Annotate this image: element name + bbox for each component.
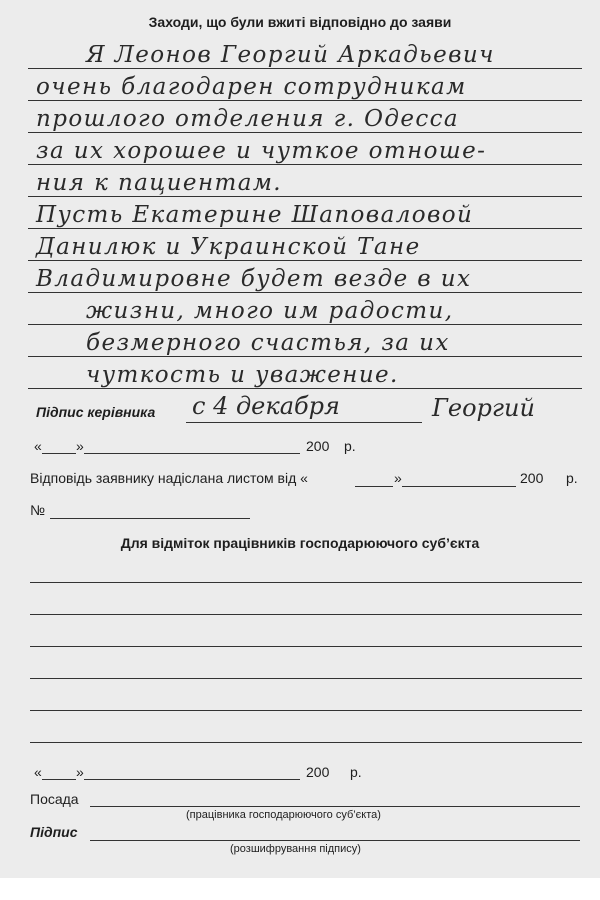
staff-note-line[interactable]: [30, 582, 582, 583]
date-open-quote: «: [34, 438, 42, 454]
handwriting-line: Пусть Екатерине Шаповаловой: [36, 202, 474, 228]
staff-date-month-field[interactable]: [84, 779, 300, 780]
number-field[interactable]: [50, 518, 250, 519]
date-year-suffix: р.: [344, 438, 356, 454]
staff-section-title: Для відміток працівників господарюючого суб’єкта: [120, 535, 480, 551]
handwriting-line: чуткость и уважение.: [86, 362, 399, 388]
date-year-label: 200: [306, 438, 330, 454]
number-label: №: [30, 502, 46, 518]
date-month-field[interactable]: [84, 453, 300, 454]
reply-close-quote: »: [394, 470, 402, 486]
handwriting-line: прошлого отделения г. Одесса: [36, 106, 460, 132]
reply-year-label: 200: [520, 470, 544, 486]
handwriting-line: жизни, много им радости,: [86, 298, 454, 324]
staff-note-line[interactable]: [30, 742, 582, 743]
ruled-line: [28, 260, 582, 261]
ruled-line: [28, 228, 582, 229]
date-close-quote: »: [76, 438, 84, 454]
handwriting-line: Владимировне будет везде в их: [36, 266, 472, 292]
handwriting-line: безмерного счастья, за их: [86, 330, 450, 356]
ruled-line: [28, 132, 582, 133]
staff-date-year-suffix: р.: [350, 764, 362, 780]
reply-year-suffix: р.: [566, 470, 578, 486]
ruled-line: [28, 356, 582, 357]
reply-text: Відповідь заявнику надіслана листом від «: [30, 470, 308, 486]
staff-note-line[interactable]: [30, 710, 582, 711]
ruled-line: [28, 196, 582, 197]
position-field[interactable]: [90, 806, 580, 807]
handwriting-line: за их хорошее и чуткое отноше-: [36, 138, 487, 164]
handwriting-line: Данилюк и Украинской Тане: [36, 234, 421, 260]
reply-day-field[interactable]: [355, 486, 393, 487]
staff-signature-hint: (розшифрування підпису): [230, 843, 361, 855]
handwriting-line: ния к пациентам.: [36, 170, 282, 196]
staff-note-line[interactable]: [30, 646, 582, 647]
staff-note-line[interactable]: [30, 678, 582, 679]
manager-signature-name: Георгий: [432, 394, 535, 422]
manager-signature-date: с 4 декабря: [192, 392, 340, 420]
handwriting-line: Я Леонов Георгий Аркадьевич: [86, 42, 495, 68]
staff-signature-label: Підпис: [30, 824, 78, 840]
date-day-field[interactable]: [42, 453, 76, 454]
manager-signature-label: Підпис керівника: [36, 404, 156, 420]
staff-date-day-field[interactable]: [42, 779, 76, 780]
reply-month-field[interactable]: [402, 486, 516, 487]
ruled-line: [28, 324, 582, 325]
staff-note-line[interactable]: [30, 614, 582, 615]
staff-date-open-quote: «: [34, 764, 42, 780]
ruled-line: [28, 100, 582, 101]
form-title: Заходи, що були вжиті відповідно до заяви: [148, 14, 452, 30]
staff-date-close-quote: »: [76, 764, 84, 780]
handwriting-line: очень благодарен сотрудникам: [36, 74, 467, 100]
position-hint: (працівника господарюючого суб’єкта): [186, 809, 381, 821]
ruled-line: [28, 68, 582, 69]
manager-signature-line: [186, 422, 422, 423]
staff-signature-field[interactable]: [90, 840, 580, 841]
ruled-line: [28, 388, 582, 389]
position-label: Посада: [30, 791, 79, 807]
ruled-line: [28, 292, 582, 293]
staff-date-year-label: 200: [306, 764, 330, 780]
ruled-line: [28, 164, 582, 165]
